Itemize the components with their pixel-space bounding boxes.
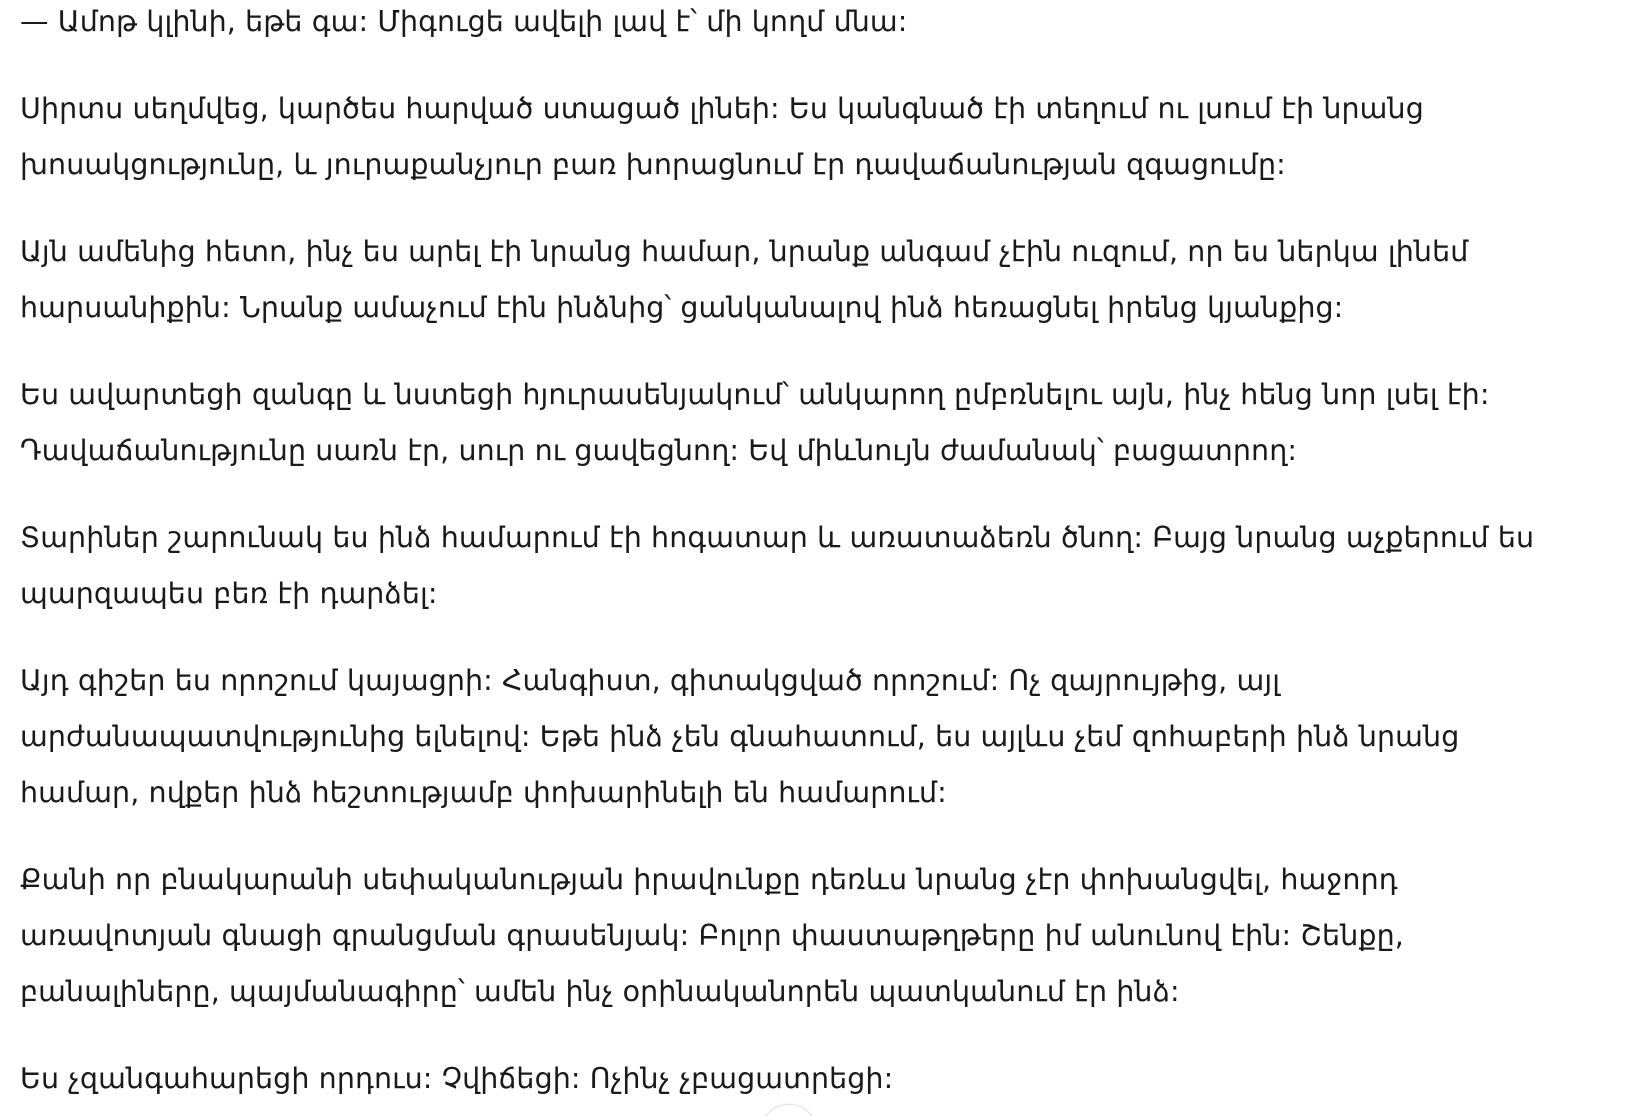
paragraph-8: Ես չզանգահարեցի որդուս: Չվիճեցի: Ոչինչ չբացատրեցի: [20,1062,894,1095]
article-body [20,0,1560,1116]
paragraph-3: Այն ամենից հետո, ինչ ես արել էի նրանց համար, նրանք անգամ չէին ուզում, որ ես ներկա լինեմ հարսանիքին: Նրանք ամաչում էին ինձնից՝ ցանկանալով ինձ հեռացնել իրենց կյանքից: [20,235,1469,324]
paragraph-5: Տարիներ շարունակ ես ինձ համարում էի հոգատար և առատաձեռն ծնող: Բայց նրանց աչքերում ես պարզապես բեռ էի դարձել: [20,521,1535,610]
paragraph-1: — Ամոթ կլինի, եթե գա: Միգուցե ավելի լավ է՝ մի կողմ մնա: [20,5,908,38]
paragraph-7: Քանի որ բնակարանի սեփականության իրավունքը դեռևս նրանց չէր փոխանցվել, հաջորդ առավոտյան գնացի գրանցման գրասենյակ: Բոլոր փաստաթղթերը իմ անունով էին: Շենքը, բանալիները, պայմանագիրը՝ ամեն ինչ օրինականորեն պատկանում էր ինձ: [20,863,1404,1008]
paragraph-2: Սիրտս սեղմվեց, կարծես հարված ստացած լինեի: Ես կանգնած էի տեղում ու լսում էի նրանց խոսակցությունը, և յուրաքանչյուր բառ խորացնում էր դավաճանության զգացումը: [20,92,1424,181]
paragraph-6: Այդ գիշեր ես որոշում կայացրի: Հանգիստ, գիտակցված որոշում: Ոչ զայրույթից, այլ արժանապատվությունից ելնելով: Եթե ինձ չեն գնահատում, ես այլևս չեմ զոհաբերի ինձ նրանց համար, ովքեր ինձ հեշտությամբ փոխարինելի են համարում: [20,664,1460,809]
paragraph-4: Ես ավարտեցի զանգը և նստեցի հյուրասենյակում՝ անկարող ըմբռնելու այն, ինչ հենց նոր լսել էի: Դավաճանությունը սառն էր, սուր ու ցավեցնող: Եվ միևնույն ժամանակ՝ բացատրող: [20,378,1490,467]
